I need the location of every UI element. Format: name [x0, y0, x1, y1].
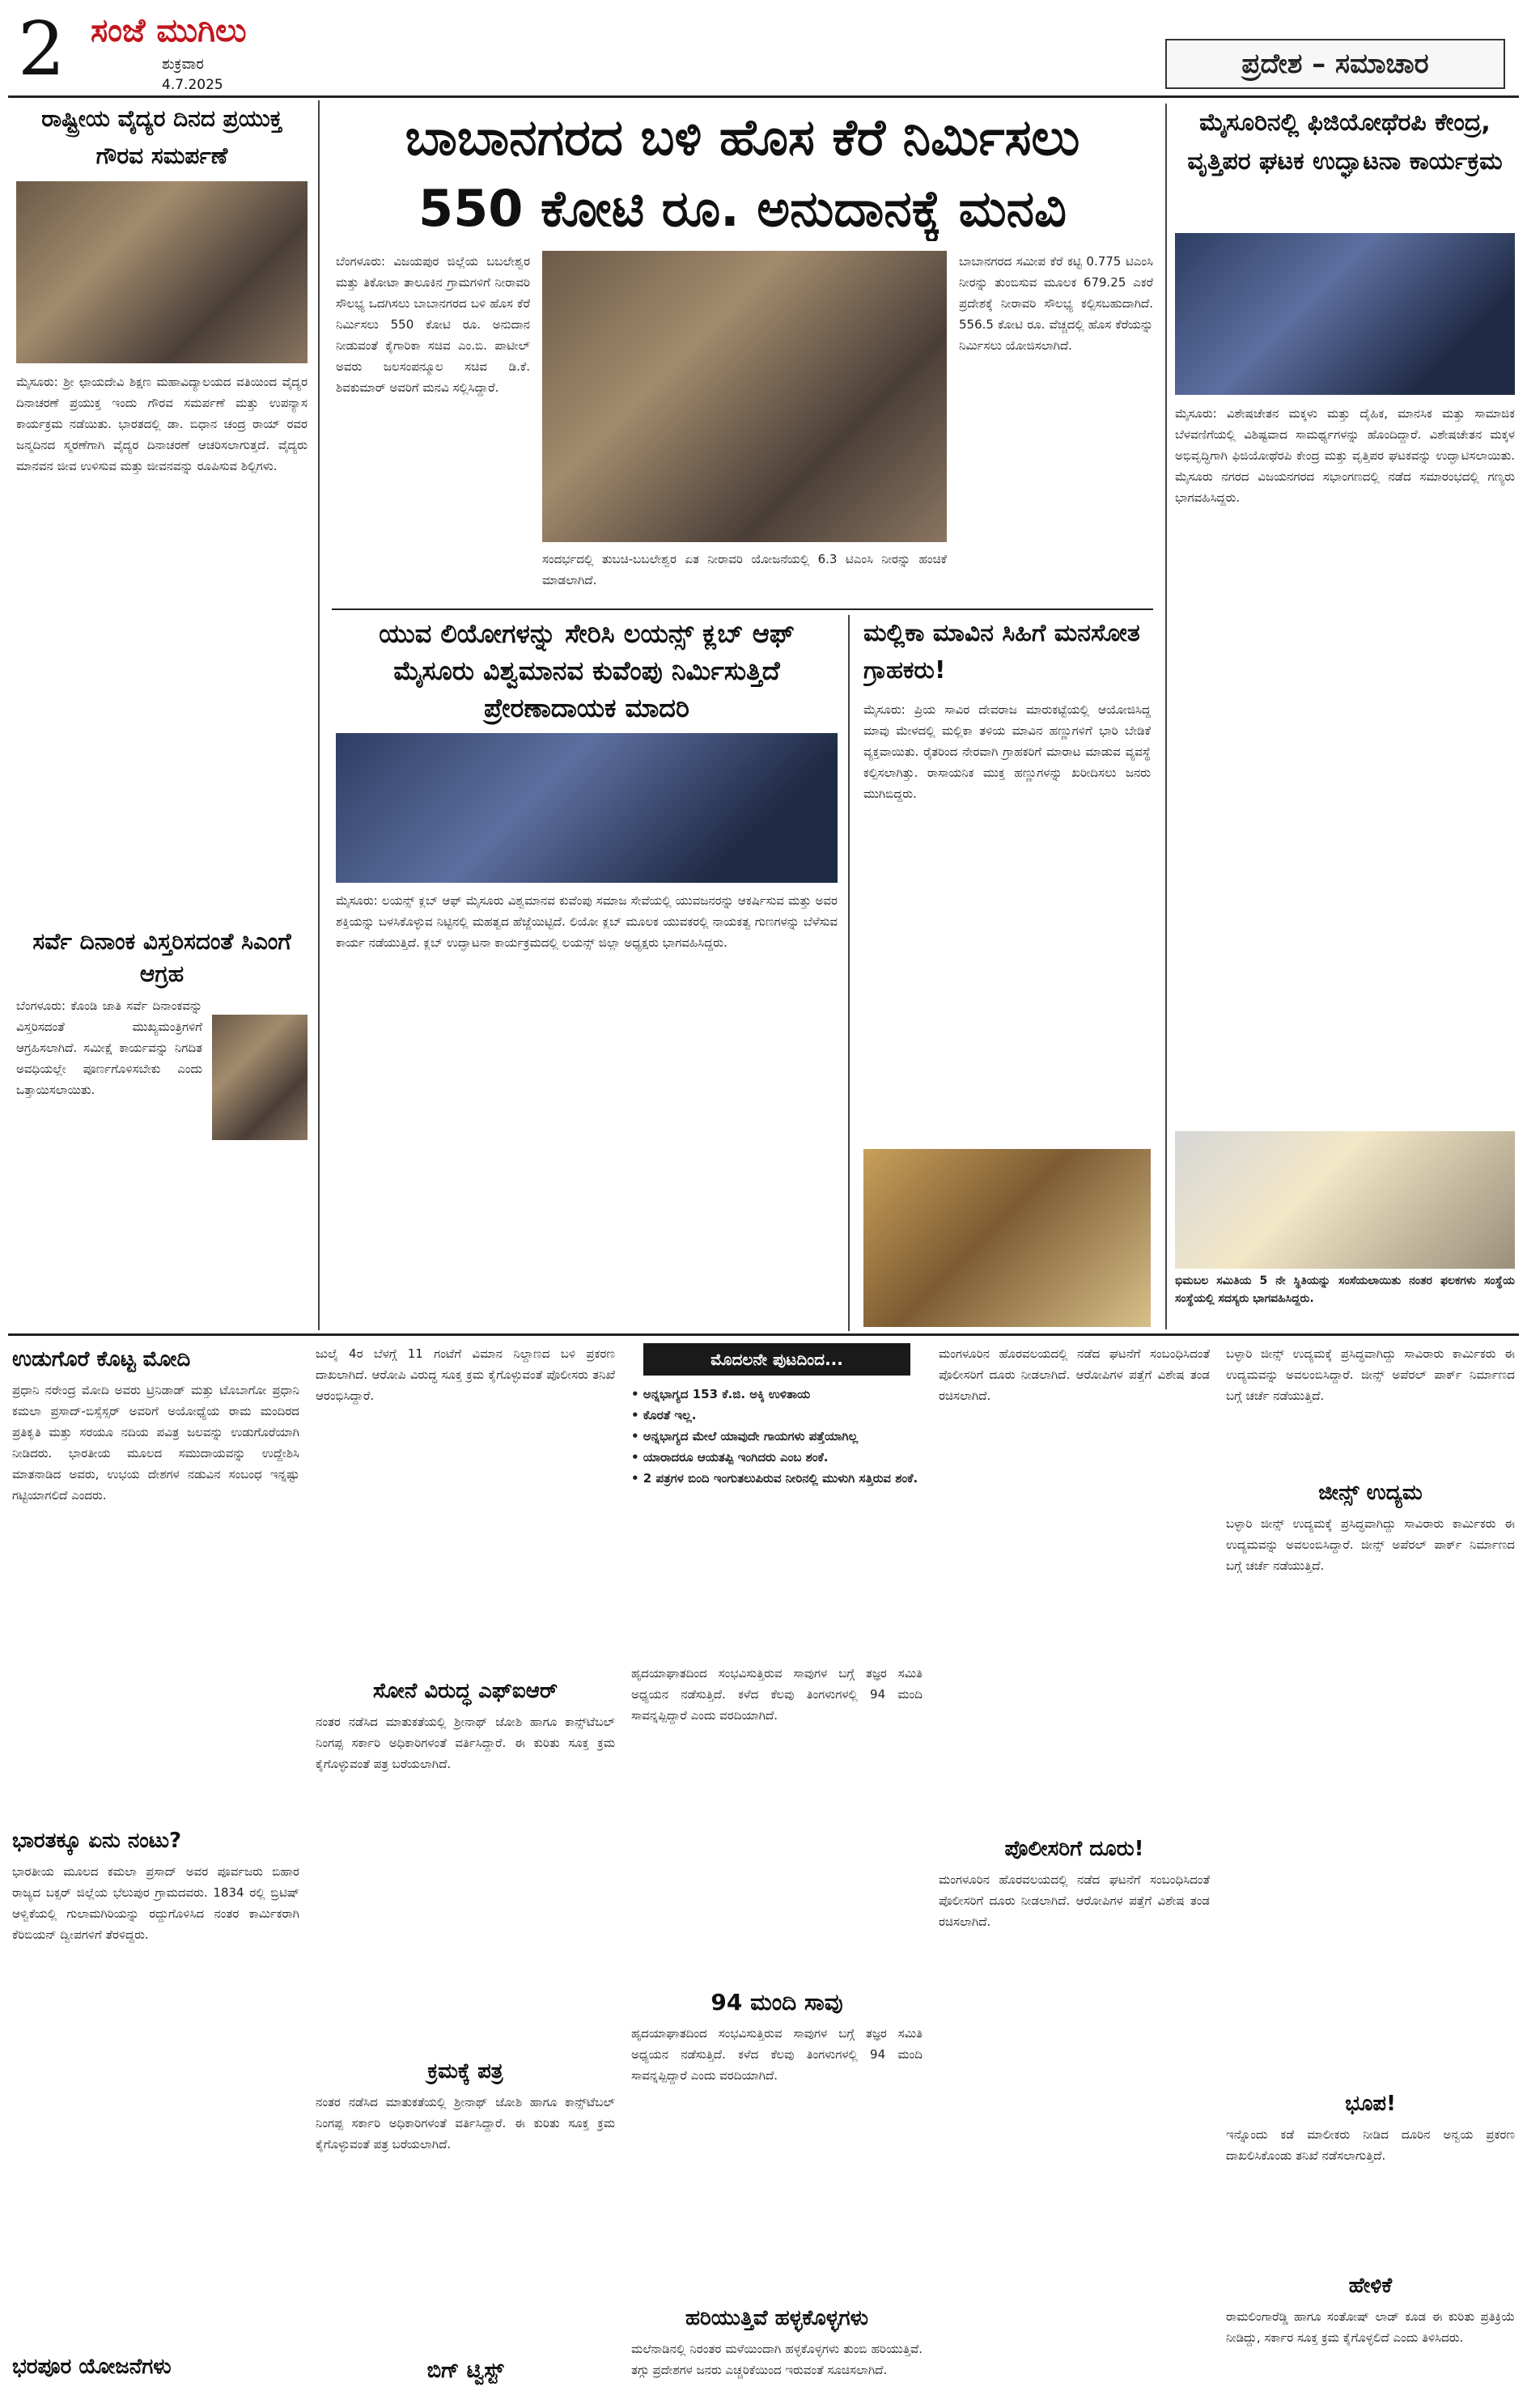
- police-body: ಮಂಗಳೂರಿನ ಹೊರವಲಯದಲ್ಲಿ ನಡೆದ ಘಟನೆಗೆ ಸಂಬಂಧಿಸಿದಂತೆ ಪೊಲೀಸರಿಗೆ ದೂರು ನೀಡಲಾಗಿದೆ. ಆರೋಪಿಗಳ ಪತ್ತೆಗೆ ವಿಶೇಷ ತಂಡ ರಚಿಸಲಾಗಿದೆ.: [939, 1872, 1210, 1929]
- bottom-col-1: [8, 1339, 303, 2403]
- lions-title: ಯುವ ಲಿಯೋಗಳನ್ನು ಸೇರಿಸಿ ಲಯನ್ಸ್ ಕ್ಲಬ್ ಆಫ್ ಮೈಸೂರು ವಿಶ್ವಮಾನವ ಕುವೆಂಪು ನಿರ್ಮಿಸುತ್ತಿದೆ ಪ್ರೇರಣಾದಾಯಕ ಮಾದರಿ: [379, 618, 795, 723]
- helike-title: ಹೇಳಿಕೆ: [1348, 2274, 1393, 2298]
- gene-title: ಜೀನ್ಸ್ ಉದ್ಯಮ: [1318, 1481, 1423, 1505]
- bhoopa-body: ಇನ್ನೊಂದು ಕಡೆ ಮಾಲೀಕರು ನೀಡಿದ ದೂರಿನ ಅನ್ವಯ ಪ್ರಕರಣ ದಾಖಲಿಸಿಕೊಂಡು ತನಿಖೆ ನಡೆಸಲಾಗುತ್ತಿದೆ.: [1226, 2127, 1515, 2163]
- issue-date: 4.7.2025: [162, 77, 223, 93]
- krama-title: ಕ್ರಮಕ್ಕೆ ಪತ್ರ: [427, 2059, 503, 2084]
- bharata-title: ಭಾರತಕ್ಕೂ ಏನು ನಂಟು?: [12, 1829, 182, 1853]
- section-title: ಪ್ರದೇಶ – ಸಮಾಚಾರ: [1241, 48, 1429, 80]
- bottom-col-2: [312, 1339, 619, 2403]
- big-twist-title: ಬಿಗ್ ಟ್ವಿಸ್ಟ್: [426, 2359, 504, 2383]
- krama-body-top: ನಂತರ ನಡೆಸಿದ ಮಾತುಕತೆಯಲ್ಲಿ ಶ್ರೀನಾಥ್ ಜೋಶಿ ಹಾಗೂ ಕಾನ್ಸ್‌ಟೆಬಲ್ ನಿಂಗಪ್ಪ ಸರ್ಕಾರಿ ಅಧಿಕಾರಿಗಳಂತೆ ವರ್ತಿಸಿದ್ದಾರೆ. ಈ ಕುರಿತು ಸೂಕ್ತ ಕ್ರಮ ಕೈಗೊಳ್ಳುವಂತೆ ಪತ್ರ ಬರೆಯಲಾಗಿದೆ.: [316, 1715, 615, 1771]
- physio-story: [1165, 104, 1519, 1329]
- issue-day: ಶುಕ್ರವಾರ: [162, 56, 204, 73]
- masthead-divider: [8, 95, 1519, 98]
- fir-intro: ಜುಲೈ 4ರ ಬೆಳಗ್ಗೆ 11 ಗಂಟೆಗೆ ವಿಮಾನ ನಿಲ್ದಾಣದ ಬಳಿ ಪ್ರಕರಣ ದಾಖಲಾಗಿದೆ. ಆರೋಪಿ ವಿರುದ್ಧ ಸೂಕ್ತ ಕ್ರಮ ಕೈಗೊಳ್ಳುವಂತೆ ಪೊಲೀಸರು ತನಿಖೆ ಆರಂಭಿಸಿದ್ದಾರೆ.: [316, 1346, 615, 1403]
- lead-headline-line1: ಬಾಬಾನಗರದ ಬಳಿ ಹೊಸ ಕೆರೆ ನಿರ್ಮಿಸಲು: [405, 108, 1080, 167]
- physio-caption: ಭಿಮಬಲ ಸಮಿತಿಯ 5 ನೇ ಸ್ಥಿತಿಯನ್ನು ಸಂಸೆಯಲಾಯಿತು ನಂತರ ಫಲಕಗಳು ಸಂಸ್ಥೆಯ ಸಂಸ್ಥೆಯಲ್ಲಿ ಸದಸ್ಯರು ಭಾಗವಹಿಸಿದ್ದರು.: [1175, 1274, 1515, 1305]
- story1-title: ರಾಷ್ಟ್ರೀಯ ವೈದ್ಯರ ದಿನದ ಪ್ರಯುಕ್ತ ಗೌರವ ಸಮರ್ಪಣೆ: [41, 105, 282, 169]
- lead-divider: [332, 608, 1153, 610]
- bottom-col-3: [627, 1339, 927, 2403]
- bharata-body: ಭಾರತೀಯ ಮೂಲದ ಕಮಲಾ ಪ್ರಸಾದ್ ಅವರ ಪೂರ್ವಜರು ಬಿಹಾರ ರಾಜ್ಯದ ಬಕ್ಸರ್ ಜಿಲ್ಲೆಯ ಭೆಲುಪುರ ಗ್ರಾಮದವರು. 1834 ರಲ್ಲಿ ಬ್ರಿಟಿಷ್ ಆಳ್ವಿಕೆಯಲ್ಲಿ ಗುಲಾಮಗಿರಿಯನ್ನು ರದ್ದುಗೊಳಿಸಿದ ನಂತರ ಕಾರ್ಮಿಕರಾಗಿ ಕೆರಿಬಿಯನ್ ದ್ವೀಪಗಳಿಗೆ ತೆರಳಿದ್ದರು.: [12, 1864, 299, 1942]
- deaths-body: ಹೃದಯಾಘಾತದಿಂದ ಸಂಭವಿಸುತ್ತಿರುವ ಸಾವುಗಳ ಬಗ್ಗೆ ತಜ್ಞರ ಸಮಿತಿ ಅಧ್ಯಯನ ನಡೆಸುತ್ತಿದೆ. ಕಳೆದ ಕೆಲವು ತಿಂಗಳುಗಳಲ್ಲಿ 94 ಮಂದಿ ಸಾವನ್ನಪ್ಪಿದ್ದಾರೆ ಎಂದು ವರದಿಯಾಗಿದೆ.: [631, 2026, 923, 2083]
- paper-name: ಸಂಜೆ ಮುಗಿಲು: [91, 12, 247, 49]
- lead-body-left: ಬೆಂಗಳೂರು: ವಿಜಯಪುರ ಜಿಲ್ಲೆಯ ಬಬಲೇಶ್ವರ ಮತ್ತು ತಿಕೋಟಾ ತಾಲೂಕಿನ ಗ್ರಾಮಗಳಿಗೆ ನೀರಾವರಿ ಸೌಲಭ್ಯ ಒದಗಿಸಲು ಬಾಬಾನಗರದ ಬಳಿ ಹೊಸ ಕೆರೆ ನಿರ್ಮಿಸಲು 550 ಕೋಟಿ ರೂ. ಅನುದಾನ ನೀಡುವಂತೆ ಕೈಗಾರಿಕಾ ಸಚಿವ ಎಂ.ಬಿ. ಪಾಟೀಲ್ ಅವರು ಜಲಸಂಪನ್ಮೂಲ ಸಚಿವ ಡಿ.ಕೆ. ಶಿವಕುಮಾರ್ ಅವರಿಗೆ ಮನವಿ ಸಲ್ಲಿಸಿದ್ದಾರೆ.: [336, 254, 530, 395]
- gene-intro: ಬಳ್ಳಾರಿ ಜೀನ್ಸ್ ಉದ್ಯಮಕ್ಕೆ ಪ್ರಸಿದ್ಧವಾಗಿದ್ದು ಸಾವಿರಾರು ಕಾರ್ಮಿಕರು ಈ ಉದ್ಯಮವನ್ನು ಅವಲಂಬಿಸಿದ್ದಾರೆ. ಜೀನ್ಸ್ ಅಪೆರಲ್ ಪಾರ್ಕ್ ನಿರ್ಮಾಣದ ಬಗ್ಗೆ ಚರ್ಚೆ ನಡೆಯುತ್ತಿದೆ.: [1226, 1346, 1515, 1403]
- bhoopa-title: ಭೂಪ!: [1345, 2092, 1396, 2116]
- lions-group-photo: [336, 733, 838, 883]
- villages-body: ಮಲೆನಾಡಿನಲ್ಲಿ ನಿರಂತರ ಮಳೆಯಿಂದಾಗಿ ಹಳ್ಳಕೊಳ್ಳಗಳು ತುಂಬಿ ಹರಿಯುತ್ತಿವೆ. ತಗ್ಗು ಪ್ರದೇಶಗಳ ಜನರು ಎಚ್ಚರಿಕೆಯಿಂದ ಇರುವಂತೆ ಸೂಚಿಸಲಾಗಿದೆ.: [631, 2342, 923, 2377]
- page-number: 2: [18, 6, 66, 92]
- lead-photo: [542, 251, 947, 542]
- bottom-section: [8, 1339, 1519, 2403]
- police-title: ಪೊಲೀಸರಿಗೆ ದೂರು!: [1004, 1837, 1144, 1861]
- left-column: [8, 100, 320, 1330]
- continued-body: ಹೃದಯಾಘಾತದಿಂದ ಸಂಭವಿಸುತ್ತಿರುವ ಸಾವುಗಳ ಬಗ್ಗೆ ತಜ್ಞರ ಸಮಿತಿ ಅಧ್ಯಯನ ನಡೆಸುತ್ತಿದೆ. ಕಳೆದ ಕೆಲವು ತಿಂಗಳುಗಳಲ್ಲಿ 94 ಮಂದಿ ಸಾವನ್ನಪ್ಪಿದ್ದಾರೆ ಎಂದು ವರದಿಯಾಗಿದೆ.: [631, 1666, 923, 1723]
- story2-body: ಬೆಂಗಳೂರು: ಕೊಂಡಿ ಜಾತಿ ಸರ್ವೆ ದಿನಾಂಕವನ್ನು ವಿಸ್ತರಿಸದಂತೆ ಮುಖ್ಯಮಂತ್ರಿಗಳಿಗೆ ಆಗ್ರಹಿಸಲಾಗಿದೆ. ಸಮೀಕ್ಷೆ ಕಾರ್ಯವನ್ನು ನಿಗದಿತ ಅವಧಿಯಲ್ಲೇ ಪೂರ್ಣಗೊಳಿಸಬೇಕು ಎಂದು ಒತ್ತಾಯಿಸಲಾಯಿತು.: [16, 998, 202, 1097]
- lions-story: [332, 615, 850, 1331]
- lead-story: [332, 105, 1153, 607]
- physio-photo: [1175, 233, 1515, 395]
- fir-title: ಸೋನೆ ವಿರುದ್ಧ ಎಫ್‌ಐಆರ್: [372, 1679, 558, 1703]
- helike-body: ರಾಮಲಿಂಗಾರೆಡ್ಡಿ ಹಾಗೂ ಸಂತೋಷ್ ಲಾಡ್ ಕೂಡ ಈ ಕುರಿತು ಪ್ರತಿಕ್ರಿಯೆ ನೀಡಿದ್ದು, ಸರ್ಕಾರ ಸೂಕ್ತ ಕ್ರಮ ಕೈಗೊಳ್ಳಲಿದೆ ಎಂದು ತಿಳಿಸಿದರು.: [1226, 2309, 1515, 2345]
- story2-title: ಸರ್ವೆ ದಿನಾಂಕ ವಿಸ್ತರಿಸದಂತೆ ಸಿಎಂಗೆ ಆಗ್ರಹ: [32, 928, 291, 987]
- continued-bullets: • ಅನ್ನಭಾಗ್ಯದ 153 ಕೆ.ಜಿ. ಅಕ್ಕಿ ಉಳಿತಾಯ • ಕೊರತೆ ಇಲ್ಲ. • ಅನ್ನಭಾಗ್ಯದ ಮೇಲೆ ಯಾವುದೇ ಗಾಯಗಳು ಪತ್ತೆಯಾಗಿಲ್ಲ • ಯಾರಾದರೂ ಆಯತಪ್ಪಿ ಇಂಗಿದರು ಎಂಬ ಶಂಕೆ. • 2 ಪತ್ರಗಳ ಬಿಂದಿ ಇಂಗುತಲುಪಿರುವ ನೀರಿನಲ್ಲಿ ಮುಳುಗಿ ಸತ್ತಿರುವ ಶಂಕೆ.: [631, 1387, 918, 1486]
- story1-body: ಮೈಸೂರು: ಶ್ರೀ ಛಾಯದೇವಿ ಶಿಕ್ಷಣ ಮಹಾವಿದ್ಯಾಲಯದ ವತಿಯಿಂದ ವೈದ್ಯರ ದಿನಾಚರಣೆ ಪ್ರಯುಕ್ತ ಇಂದು ಗೌರವ ಸಮರ್ಪಣೆ ಮತ್ತು ಉಪನ್ಯಾಸ ಕಾರ್ಯಕ್ರಮ ನಡೆಯಿತು. ಭಾರತದಲ್ಲಿ ಡಾ. ಬಿಧಾನ ಚಂದ್ರ ರಾಯ್ ರವರ ಜನ್ಮದಿನದ ಸ್ಮರಣೆಗಾಗಿ ವೈದ್ಯರ ದಿನಾಚರಣೆ ಆಚರಿಸಲಾಗುತ್ತದೆ. ವೈದ್ಯರು ಮಾನವನ ಜೀವ ಉಳಿಸುವ ಮತ್ತು ಜೀವನವನ್ನು ರೂಪಿಸುವ ಶಿಲ್ಪಿಗಳು.: [16, 375, 308, 473]
- doctors-day-photo: [16, 181, 308, 363]
- physio-group-photo: [1175, 1131, 1515, 1269]
- bharatpur-title: ಭರಪೂರ ಯೋಜನೆಗಳು: [12, 2355, 172, 2379]
- police-intro: ಮಂಗಳೂರಿನ ಹೊರವಲಯದಲ್ಲಿ ನಡೆದ ಘಟನೆಗೆ ಸಂಬಂಧಿಸಿದಂತೆ ಪೊಲೀಸರಿಗೆ ದೂರು ನೀಡಲಾಗಿದೆ. ಆರೋಪಿಗಳ ಪತ್ತೆಗೆ ವಿಶೇಷ ತಂಡ ರಚಿಸಲಾಗಿದೆ.: [939, 1346, 1210, 1403]
- mango-photo: [863, 1149, 1151, 1327]
- lead-photo-caption: ಸಂದರ್ಭದಲ್ಲಿ ತುಬಚಿ-ಬಬಲೇಶ್ವರ ಏತ ನೀರಾವರಿ ಯೋಜನೆಯಲ್ಲಿ 6.3 ಟಿಎಂಸಿ ನೀರನ್ನು ಹಂಚಿಕೆ ಮಾಡಲಾಗಿದೆ.: [542, 552, 947, 587]
- section-label: [1165, 39, 1505, 89]
- physio-title: ಮೈಸೂರಿನಲ್ಲಿ ಫಿಜಿಯೋಥೆರಪಿ ಕೇಂದ್ರ, ವೃತ್ತಿಪರ ಘಟಕ ಉದ್ಘಾಟನಾ ಕಾರ್ಯಕ್ರಮ: [1187, 108, 1503, 176]
- physio-body: ಮೈಸೂರು: ವಿಶೇಷಚೇತನ ಮಕ್ಕಳು ಮತ್ತು ದೈಹಿಕ, ಮಾನಸಿಕ ಮತ್ತು ಸಾಮಾಜಿಕ ಬೆಳವಣಿಗೆಯಲ್ಲಿ ವಿಶಿಷ್ಟವಾದ ಸಾಮರ್ಥ್ಯಗಳನ್ನು ಹೊಂದಿದ್ದಾರೆ. ವಿಶೇಷಚೇತನ ಮಕ್ಕಳ ಅಭಿವೃದ್ಧಿಗಾಗಿ ಫಿಜಿಯೋಥೆರಪಿ ಕೇಂದ್ರ ಮತ್ತು ವೃತ್ತಿಪರ ಘಟಕವನ್ನು ಉದ್ಘಾಟಿಸಲಾಯಿತು. ಮೈಸೂರು ನಗರದ ವಿಜಯನಗರದ ಸಭಾಂಗಣದಲ್ಲಿ ನಡೆದ ಸಮಾರಂಭದಲ್ಲಿ ಗಣ್ಯರು ಭಾಗವಹಿಸಿದ್ದರು.: [1175, 406, 1515, 505]
- continued-label-box: [643, 1343, 910, 1376]
- masthead: [0, 0, 1527, 97]
- krama-body: ನಂತರ ನಡೆಸಿದ ಮಾತುಕತೆಯಲ್ಲಿ ಶ್ರೀನಾಥ್ ಜೋಶಿ ಹಾಗೂ ಕಾನ್ಸ್‌ಟೆಬಲ್ ನಿಂಗಪ್ಪ ಸರ್ಕಾರಿ ಅಧಿಕಾರಿಗಳಂತೆ ವರ್ತಿಸಿದ್ದಾರೆ. ಈ ಕುರಿತು ಸೂಕ್ತ ಕ್ರಮ ಕೈಗೊಳ್ಳುವಂತೆ ಪತ್ರ ಬರೆಯಲಾಗಿದೆ.: [316, 2095, 615, 2152]
- fold-divider: [8, 1333, 1519, 1336]
- mango-story: [859, 615, 1155, 1331]
- villages-title: ಹರಿಯುತ್ತಿವೆ ಹಳ್ಳಕೊಳ್ಳಗಳು: [685, 2306, 868, 2330]
- mango-title: ಮಲ್ಲಿಕಾ ಮಾವಿನ ಸಿಹಿಗೆ ಮನಸೋತ ಗ್ರಾಹಕರು!: [863, 619, 1140, 685]
- paper-logo: [91, 8, 350, 53]
- mango-body: ಮೈಸೂರು: ಪ್ರಿಯ ಸಾವಿರ ದೇವರಾಜ ಮಾರುಕಟ್ಟೆಯಲ್ಲಿ ಆಯೋಜಿಸಿದ್ದ ಮಾವು ಮೇಳದಲ್ಲಿ ಮಲ್ಲಿಕಾ ತಳಿಯ ಮಾವಿನ ಹಣ್ಣುಗಳಿಗೆ ಭಾರಿ ಬೇಡಿಕೆ ವ್ಯಕ್ತವಾಯಿತು. ರೈತರಿಂದ ನೇರವಾಗಿ ಗ್ರಾಹಕರಿಗೆ ಮಾರಾಟ ಮಾಡುವ ವ್ಯವಸ್ಥೆ ಕಲ್ಪಿಸಲಾಗಿತ್ತು. ರಾಸಾಯನಿಕ ಮುಕ್ತ ಹಣ್ಣುಗಳನ್ನು ಖರೀದಿಸಲು ಜನರು ಮುಗಿಬಿದ್ದರು.: [863, 702, 1151, 801]
- lead-body-right: ಬಾಬಾನಗರದ ಸಮೀಪ ಕೆರೆ ಕಟ್ಟಿ 0.775 ಟಿಎಂಸಿ ನೀರನ್ನು ತುಂಬಿಸುವ ಮೂಲಕ 679.25 ಎಕರೆ ಪ್ರದೇಶಕ್ಕೆ ನೀರಾವರಿ ಸೌಲಭ್ಯ ಕಲ್ಪಿಸಬಹುದಾಗಿದೆ. 556.5 ಕೋಟಿ ರೂ. ವೆಚ್ಚದಲ್ಲಿ ಹೊಸ ಕೆರೆಯನ್ನು ನಿರ್ಮಿಸಲು ಯೋಜಿಸಲಾಗಿದೆ.: [959, 254, 1153, 353]
- continued-label: ಮೊದಲನೇ ಪುಟದಿಂದ...: [710, 1350, 843, 1369]
- gene-body: ಬಳ್ಳಾರಿ ಜೀನ್ಸ್ ಉದ್ಯಮಕ್ಕೆ ಪ್ರಸಿದ್ಧವಾಗಿದ್ದು ಸಾವಿರಾರು ಕಾರ್ಮಿಕರು ಈ ಉದ್ಯಮವನ್ನು ಅವಲಂಬಿಸಿದ್ದಾರೆ. ಜೀನ್ಸ್ ಅಪೆರಲ್ ಪಾರ್ಕ್ ನಿರ್ಮಾಣದ ಬಗ್ಗೆ ಚರ್ಚೆ ನಡೆಯುತ್ತಿದೆ.: [1226, 1516, 1515, 1573]
- lead-headline-line2: 550 ಕೋಟಿ ರೂ. ಅನುದಾನಕ್ಕೆ ಮನವಿ: [418, 179, 1067, 238]
- deaths-title: 94 ಮಂದಿ ಸಾವು: [710, 1989, 843, 2016]
- modi-body: ಪ್ರಧಾನಿ ನರೇಂದ್ರ ಮೋದಿ ಅವರು ಟ್ರಿನಿಡಾಡ್ ಮತ್ತು ಟೊಬಾಗೋ ಪ್ರಧಾನಿ ಕಮಲಾ ಪ್ರಸಾದ್-ಬಿಸ್ಸೆಸ್ಸರ್ ಅವರಿಗೆ ಅಯೋಧ್ಯೆಯ ರಾಮ ಮಂದಿರದ ಪ್ರತಿಕೃತಿ ಮತ್ತು ಸರಯೂ ನದಿಯ ಪವಿತ್ರ ಜಲವನ್ನು ಉಡುಗೊರೆಯಾಗಿ ನೀಡಿದರು. ಭಾರತೀಯ ಮೂಲದ ಸಮುದಾಯವನ್ನು ಉದ್ದೇಶಿಸಿ ಮಾತನಾಡಿದ ಅವರು, ಉಭಯ ದೇಶಗಳ ನಡುವಿನ ಸಂಬಂಧ ಇನ್ನಷ್ಟು ಗಟ್ಟಿಯಾಗಲಿದೆ ಎಂದರು.: [12, 1383, 299, 1503]
- modi-title: ಉಡುಗೊರೆ ಕೊಟ್ಟ ಮೋದಿ: [12, 1347, 191, 1371]
- lions-body: ಮೈಸೂರು: ಲಯನ್ಸ್ ಕ್ಲಬ್ ಆಫ್ ಮೈಸೂರು ವಿಶ್ವಮಾನವ ಕುವೆಂಪು ಸಮಾಜ ಸೇವೆಯಲ್ಲಿ ಯುವಜನರನ್ನು ಆಕರ್ಷಿಸುವ ಮತ್ತು ಅವರ ಶಕ್ತಿಯನ್ನು ಬಳಸಿಕೊಳ್ಳುವ ನಿಟ್ಟಿನಲ್ಲಿ ಮಹತ್ವದ ಹೆಜ್ಜೆಯಿಟ್ಟಿದೆ. ಲಿಯೋ ಕ್ಲಬ್ ಮೂಲಕ ಯುವಕರಲ್ಲಿ ನಾಯಕತ್ವ ಗುಣಗಳನ್ನು ಬೆಳೆಸುವ ಕಾರ್ಯ ನಡೆಯುತ್ತಿದೆ. ಕ್ಲಬ್ ಉದ್ಘಾಟನಾ ಕಾರ್ಯಕ್ರಮದಲ್ಲಿ ಲಯನ್ಸ್ ಜಿಲ್ಲಾ ಅಧ್ಯಕ್ಷರು ಭಾಗವಹಿಸಿದ್ದರು.: [336, 893, 838, 950]
- minister-photo: [212, 1015, 308, 1140]
- bottom-col-5: [1222, 1339, 1519, 2403]
- bottom-col-4: [935, 1339, 1214, 2403]
